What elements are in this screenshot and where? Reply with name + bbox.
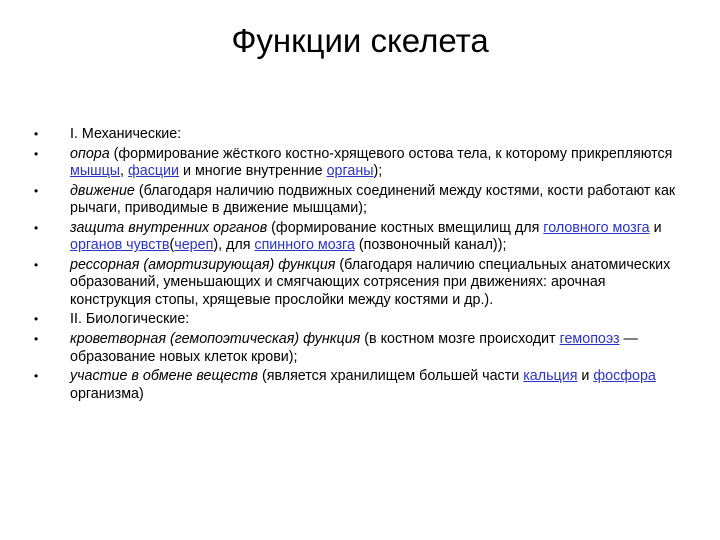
item-text: (формирование костных вмещилищ для [267, 219, 544, 236]
list-item [34, 126, 684, 143]
item-text: I. Механические: [70, 126, 182, 142]
term-link[interactable]: органы [326, 163, 374, 180]
item-text: и [649, 219, 662, 236]
term-link[interactable]: мышцы [70, 163, 121, 180]
item-text: (является хранилищем большей части [257, 368, 524, 385]
bullet-icon: • [34, 369, 39, 384]
item-text: и многие внутренние [179, 163, 327, 180]
list-item [34, 146, 684, 181]
bullet-icon: • [34, 258, 39, 273]
list-item [34, 311, 684, 328]
item-text: (благодаря наличию специальных анатомических образований, уменьшающих и смягчающих сотрясения при движениях: арочная конструкция стопы, хрящевые прослойки между костями и др.). [70, 257, 671, 308]
bullet-icon: • [34, 183, 39, 198]
item-text: и [577, 368, 594, 385]
bullet-icon: • [34, 332, 39, 347]
function-term: кроветворная (гемопоэтическая) функция [70, 331, 361, 348]
bullet-icon: • [34, 146, 39, 161]
item-text: (благодаря наличию подвижных соединений между костями, кости работают как рычаги, приводимые в движение мышцами); [70, 182, 676, 217]
item-text: организма) [70, 385, 144, 402]
item-text: ), для [213, 237, 255, 254]
term-link[interactable]: головного мозга [543, 219, 650, 236]
item-text: II. Биологические: [70, 311, 190, 328]
function-term: рессорная (амортизирующая) функция [70, 257, 336, 274]
term-link[interactable]: фасции [128, 163, 180, 180]
item-text: (позвоночный канал)); [354, 237, 507, 254]
item-text: ); [373, 163, 383, 180]
bullet-icon: • [34, 312, 39, 327]
function-term: движение [70, 182, 135, 199]
item-text: — образование новых клеток крови); [70, 331, 638, 365]
function-term: защита внутренних органов [70, 219, 268, 236]
slide-title: Функции скелета [231, 22, 489, 59]
term-link[interactable]: фосфора [593, 368, 656, 385]
list-item [34, 183, 684, 218]
list-item [34, 257, 684, 309]
term-link[interactable]: гемопоэз [559, 331, 620, 348]
item-text: ( [169, 237, 175, 254]
list-item [34, 368, 684, 403]
list-item [34, 220, 684, 255]
term-link[interactable]: кальция [523, 368, 578, 385]
bullet-icon: • [34, 127, 39, 141]
item-text: (формирование жёсткого костно-хрящевого остова тела, к которому прикрепляются [109, 145, 673, 162]
term-link[interactable]: спинного мозга [254, 237, 355, 254]
term-link[interactable]: череп [174, 237, 214, 254]
bullet-list [34, 126, 684, 405]
term-link[interactable]: органов чувств [70, 237, 170, 254]
item-text: , [120, 163, 128, 180]
bullet-icon: • [34, 220, 39, 235]
function-term: опора [70, 145, 110, 162]
list-item [34, 331, 684, 366]
function-term: участие в обмене веществ [70, 368, 258, 385]
item-text: (в костном мозге происходит [360, 331, 560, 348]
